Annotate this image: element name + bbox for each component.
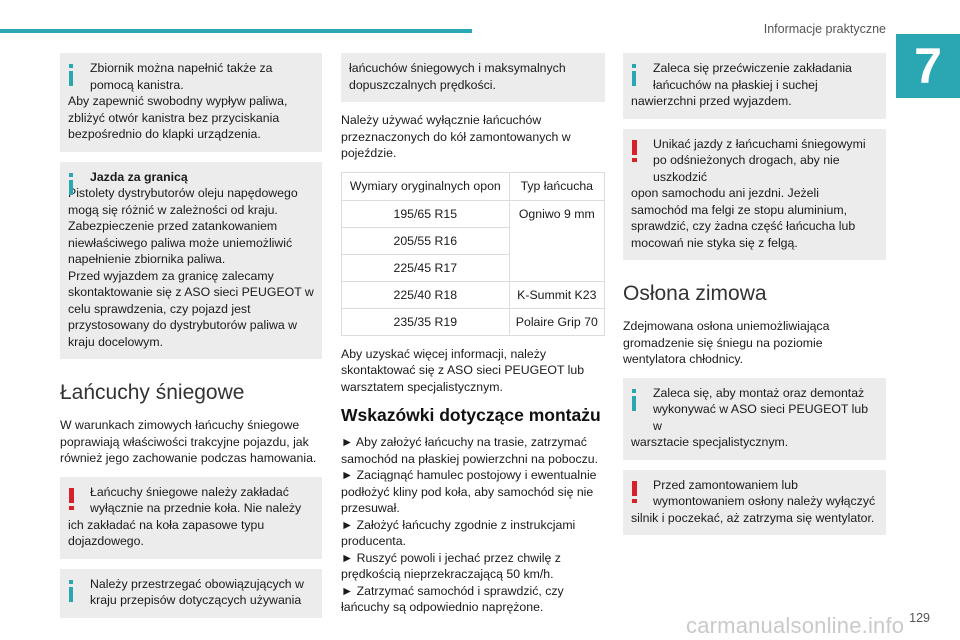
table-row — [342, 281, 605, 308]
section-title: Informacje praktyczne — [763, 22, 886, 36]
note-title: Jazda za granicą — [90, 169, 188, 184]
table-cell: 195/65 R15 — [342, 200, 510, 227]
heading-mounting-tips: Wskazówki dotyczące montażu — [341, 405, 601, 425]
note-text: łańcuchów śniegowych i maksymalnych dopuszczalnych prędkości. — [349, 61, 566, 92]
page-number: 129 — [909, 611, 930, 625]
note-text: ich zakładać na koła zapasowe typu dojazdowego. — [68, 517, 265, 548]
note-text: Przed zamontowaniem lub wymontowaniem osłony należy wyłączyć — [653, 477, 876, 508]
info-note-canister — [60, 53, 322, 152]
table-header-row — [342, 172, 605, 200]
warning-icon — [632, 481, 637, 503]
list-item: ► Ruszyć powoli i jechać przez chwilę z prędkością nieprzekraczającą 50 km/h. — [341, 550, 561, 581]
heading-winter-screen: Osłona zimowa — [623, 282, 767, 305]
list-item: ► Zatrzymać samochód i sprawdzić, czy łańcuchy są odpowiednio naprężone. — [341, 583, 564, 614]
table-cell: Polaire Grip 70 — [509, 308, 604, 335]
table-header: Typ łańcucha — [509, 172, 604, 200]
watermark: carmanualsonline.info — [686, 613, 905, 638]
column-2 — [341, 53, 605, 616]
info-note-abroad — [60, 162, 322, 360]
info-icon — [69, 173, 73, 195]
chain-table — [341, 172, 605, 336]
note-text: Pistolety dystrybutorów oleju napędowego mogą się różnić w zależności od kraju. Zabezpieczenie przed zatankowaniem niewłaściwego paliwa może uniemożliwić napełnienie zbiornika paliwa. — [68, 186, 298, 266]
table-cell: K-Summit K23 — [509, 281, 604, 308]
warning-note-front-wheels — [60, 477, 322, 559]
note-text: opon samochodu ani jezdni. Jeżeli samochód ma felgi ze stopu aluminium, sprawdzić, czy żadna część łańcucha lub mocowań nie styka się z felgą. — [631, 186, 856, 250]
paragraph: Zdejmowana osłona uniemożliwiająca gromadzenie się śniegu na poziomie wentylatora chłodnicy. — [623, 319, 830, 366]
list-item: ► Zaciągnąć hamulec postojowy i ewentualnie podłożyć kliny pod koła, aby samochód się nie przesuwał. — [341, 468, 597, 515]
warning-icon — [632, 140, 637, 162]
list-item: ► Założyć łańcuchy zgodnie z instrukcjami producenta. — [341, 517, 576, 548]
note-text: Przed wyjazdem za granicę zalecamy skontaktowanie się z ASO sieci PEUGEOT w celu sprawdzenia, czy pojazd jest przystosowany do dystrybutorów paliwa w kraju docelowym. — [68, 268, 314, 349]
table-row — [342, 308, 605, 335]
info-note-dealer — [623, 378, 886, 460]
chapter-badge: 7 — [896, 34, 960, 98]
note-text: warsztacie specjalistycznym. — [631, 435, 789, 449]
table-cell: 225/45 R17 — [342, 254, 510, 281]
list-item: ► Aby założyć łańcuchy na trasie, zatrzymać samochód na płaskiej powierzchni na poboczu. — [341, 435, 599, 466]
heading-snow-chains: Łańcuchy śniegowe — [60, 381, 245, 404]
note-text: Należy przestrzegać obowiązujących w kraju przepisów dotyczących używania — [90, 576, 304, 607]
info-note-practice — [623, 53, 886, 119]
table-cell: 235/35 R19 — [342, 308, 510, 335]
column-3 — [623, 53, 886, 545]
table-cell: 225/40 R18 — [342, 281, 510, 308]
note-text: Zaleca się, aby montaż oraz demontaż wykonywać w ASO sieci PEUGEOT lub w — [653, 385, 869, 433]
warning-note-engine-off — [623, 470, 886, 536]
info-icon — [69, 580, 73, 602]
paragraph: Aby uzyskać więcej informacji, należy skontaktować się z ASO sieci PEUGEOT lub warsztatem specjalistycznym. — [341, 346, 585, 394]
header-accent-bar — [0, 29, 472, 33]
column-1 — [60, 53, 322, 628]
info-icon — [632, 64, 636, 86]
table-row — [342, 200, 605, 227]
warning-note-cleared-roads — [623, 129, 886, 261]
note-text: Unikać jazdy z łańcuchami śniegowymi po odśnieżonych drogach, aby nie uszkodzić — [653, 136, 866, 184]
note-text: Zbiornik można napełnić także za pomocą kanistra. — [90, 61, 273, 92]
warning-icon — [69, 488, 74, 510]
paragraph: Należy używać wyłącznie łańcuchów przeznaczonych do kół zamontowanych w pojeździe. — [341, 113, 571, 160]
note-text: Zaleca się przećwiczenie zakładania łańcuchów na płaskiej i suchej — [653, 61, 852, 92]
note-text: Łańcuchy śniegowe należy zakładać wyłącznie na przednie koła. Nie należy — [90, 484, 302, 515]
info-icon — [69, 64, 73, 86]
mounting-steps — [341, 434, 605, 616]
table-header: Wymiary oryginalnych opon — [342, 172, 510, 200]
info-icon — [632, 389, 636, 411]
info-note-continued — [341, 53, 605, 102]
table-cell: 205/55 R16 — [342, 227, 510, 254]
paragraph: W warunkach zimowych łańcuchy śniegowe poprawiają właściwości trakcyjne pojazdu, jak również jego zachowanie podczas hamowania. — [60, 418, 317, 465]
note-text: Aby zapewnić swobodny wypływ paliwa, zbliżyć otwór kanistra bez przyciskania bezpośrednio do klapki urządzenia. — [68, 94, 288, 141]
table-cell: Ogniwo 9 mm — [509, 200, 604, 281]
note-text: nawierzchni przed wyjazdem. — [631, 94, 792, 108]
note-text: silnik i poczekać, aż zatrzyma się wentylator. — [631, 510, 875, 525]
info-note-regulations — [60, 569, 322, 618]
